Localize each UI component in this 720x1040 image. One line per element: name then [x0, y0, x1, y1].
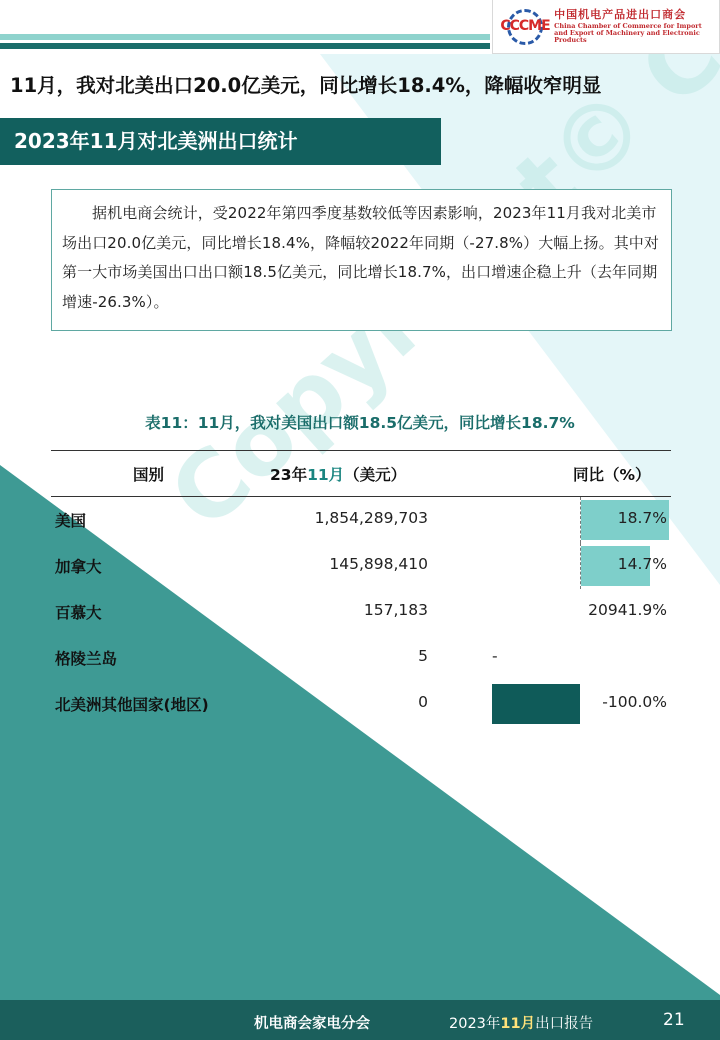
- cell-country: 北美洲其他国家(地区): [55, 696, 209, 714]
- header-yoy: 同比（%）: [573, 466, 651, 484]
- header-value-prefix: 23年: [270, 466, 308, 484]
- header-country: 国别: [133, 466, 165, 484]
- table-row: [51, 635, 671, 681]
- logo-name-en: [554, 23, 719, 44]
- logo-text: [554, 9, 719, 45]
- cell-country: 百慕大: [55, 604, 102, 622]
- cell-country: 美国: [55, 512, 87, 530]
- table-row: [51, 681, 671, 727]
- cell-yoy: -: [492, 647, 498, 665]
- logo-name-en-line1: China Chamber of Commerce for Import: [554, 21, 702, 30]
- table-row: [51, 543, 671, 589]
- top-stripe-light: [0, 34, 490, 40]
- cell-yoy: -100.0%: [602, 693, 667, 711]
- table-title: 表11：11月，我对美国出口额18.5亿美元，同比增长18.7%: [145, 414, 575, 432]
- logo-name-en-line2: and Export of Machinery and Electronic Products: [554, 28, 700, 45]
- page-number: 21: [663, 1010, 685, 1030]
- logo-mark-text: CCCME: [500, 17, 550, 34]
- top-stripe-dark: [0, 43, 490, 49]
- header-value-month: 11月: [307, 466, 345, 484]
- logo: [492, 0, 720, 54]
- cell-export-value: 5: [418, 647, 428, 665]
- cell-yoy: 14.7%: [617, 555, 667, 573]
- table-body: [51, 497, 671, 727]
- footer-dept: 机电商会家电分会: [254, 1016, 370, 1032]
- cell-country: 加拿大: [55, 558, 102, 576]
- table-header: [51, 450, 671, 497]
- export-table: [51, 450, 671, 727]
- cell-export-value: 1,854,289,703: [314, 509, 428, 527]
- cell-yoy: 20941.9%: [588, 601, 667, 619]
- logo-name-cn: 中国机电产品进出口商会: [554, 7, 687, 21]
- table-row: [51, 497, 671, 543]
- header-value: [270, 463, 406, 485]
- cell-export-value: 145,898,410: [329, 555, 428, 573]
- footer-report-suffix: 出口报告: [535, 1016, 594, 1032]
- logo-mark: [497, 7, 548, 47]
- table-row: [51, 589, 671, 635]
- footer-report: [449, 1012, 593, 1033]
- footer-report-month: 11月: [500, 1016, 536, 1032]
- footer-report-prefix: 2023年: [449, 1016, 501, 1032]
- cell-country: 格陵兰岛: [55, 650, 118, 668]
- summary-paragraph: 据机电商会统计，受2022年第四季度基数较低等因素影响，2023年11月我对北美市场出口20.0亿美元，同比增长18.4%，降幅较2022年同期（-27.8%）大幅上扬。其中对第一大市场美国出口出口额18.5亿美元，同比增长18.7%，出口增速企稳上升（去年同期增速-26.3%）。: [51, 189, 672, 331]
- page-headline: 11月，我对北美出口20.0亿美元，同比增长18.4%，降幅收窄明显: [10, 74, 602, 97]
- cell-yoy: 18.7%: [617, 509, 667, 527]
- footer: [0, 1000, 720, 1040]
- cell-export-value: 0: [418, 693, 428, 711]
- yoy-bar-negative: [492, 684, 580, 724]
- header-value-suffix: （美元）: [344, 466, 407, 484]
- section-title: 2023年11月对北美洲出口统计: [0, 118, 441, 165]
- cell-export-value: 157,183: [363, 601, 428, 619]
